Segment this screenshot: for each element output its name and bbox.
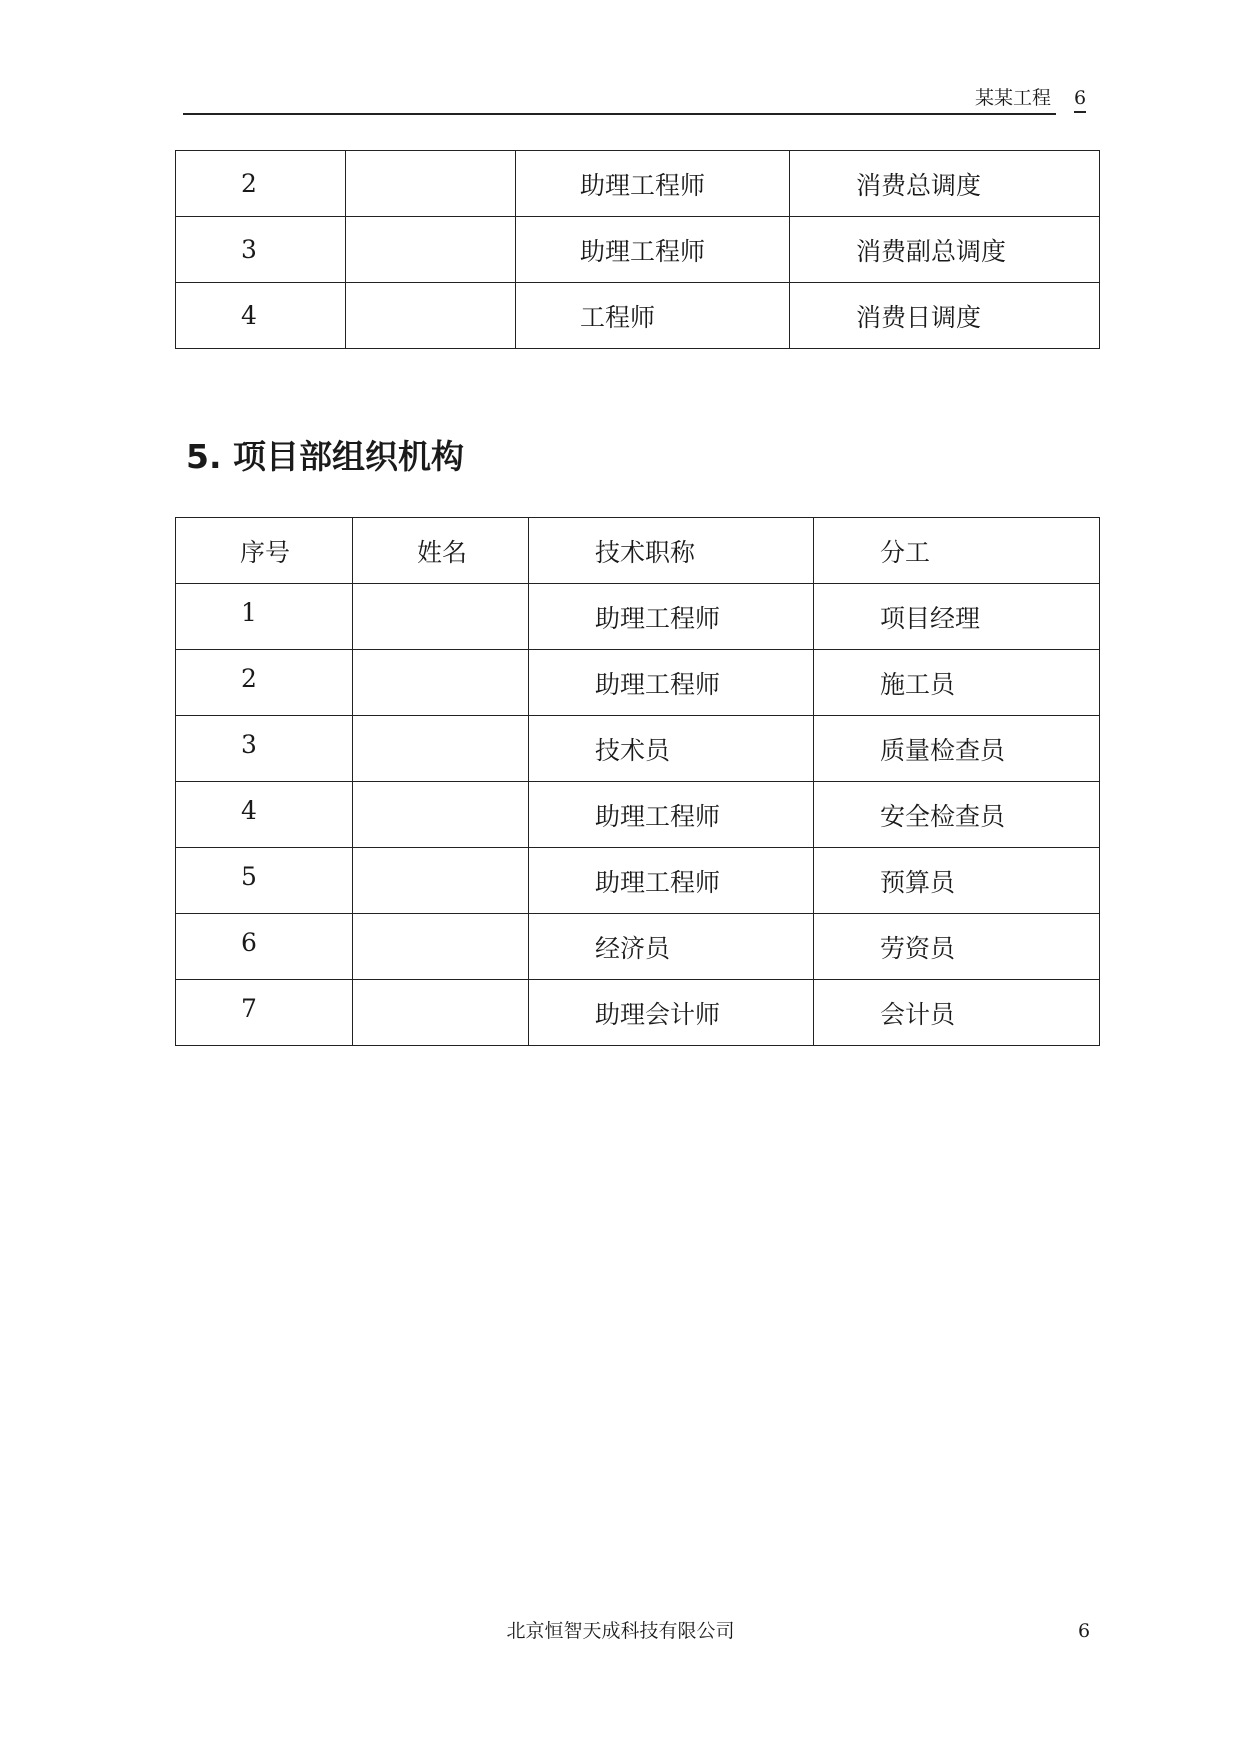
cell-no: 3: [176, 716, 353, 782]
header-title: 某某工程: [975, 87, 1052, 109]
cell-name: [353, 914, 529, 980]
project-organization-table: [175, 517, 1100, 1046]
cell-name: [346, 283, 516, 349]
cell-name: [353, 584, 529, 650]
cell-role: 项目经理: [814, 584, 1100, 650]
cell-title: 助理工程师: [529, 584, 814, 650]
cell-name: [353, 848, 529, 914]
cell-role: 质量检查员: [814, 716, 1100, 782]
table-row: [176, 584, 1100, 650]
footer-company: 北京恒智天成科技有限公司: [506, 1620, 735, 1642]
cell-name: [353, 716, 529, 782]
cell-name: [346, 151, 516, 217]
cell-role: 消费日调度: [790, 283, 1100, 349]
cell-role: 会计员: [814, 980, 1100, 1046]
header-no: 序号: [176, 518, 353, 584]
cell-name: [353, 980, 529, 1046]
section-title: 5. 项目部组织机构: [186, 437, 464, 476]
cell-role: 预算员: [814, 848, 1100, 914]
cell-no: 3: [176, 217, 346, 283]
cell-role: 安全检查员: [814, 782, 1100, 848]
cell-title: 助理工程师: [516, 151, 790, 217]
table-row: [176, 782, 1100, 848]
table-row: [176, 151, 1100, 217]
cell-name: [353, 782, 529, 848]
table-header-row: [176, 518, 1100, 584]
header-name: 姓名: [353, 518, 529, 584]
cell-no: 5: [176, 848, 353, 914]
table-row: [176, 716, 1100, 782]
table-row: [176, 217, 1100, 283]
cell-no: 2: [176, 650, 353, 716]
header-title: 技术职称: [529, 518, 814, 584]
cell-no: 4: [176, 782, 353, 848]
cell-role: 施工员: [814, 650, 1100, 716]
table-row: [176, 283, 1100, 349]
cell-title: 助理工程师: [529, 782, 814, 848]
cell-role: 劳资员: [814, 914, 1100, 980]
cell-title: 助理工程师: [516, 217, 790, 283]
cell-name: [346, 217, 516, 283]
header-role: 分工: [814, 518, 1100, 584]
table-row: [176, 914, 1100, 980]
cell-name: [353, 650, 529, 716]
table-row: [176, 650, 1100, 716]
cell-title: 助理工程师: [529, 650, 814, 716]
cell-no: 6: [176, 914, 353, 980]
staff-table-continued: [175, 150, 1100, 349]
cell-title: 经济员: [529, 914, 814, 980]
footer-page-number: 6: [1078, 1620, 1091, 1642]
table-row: [176, 848, 1100, 914]
cell-no: 2: [176, 151, 346, 217]
cell-title: 助理工程师: [529, 848, 814, 914]
cell-no: 1: [176, 584, 353, 650]
cell-title: 工程师: [516, 283, 790, 349]
header-rule: [183, 113, 1056, 115]
cell-title: 助理会计师: [529, 980, 814, 1046]
cell-role: 消费副总调度: [790, 217, 1100, 283]
header-page-number: 6: [1074, 86, 1086, 113]
cell-title: 技术员: [529, 716, 814, 782]
cell-role: 消费总调度: [790, 151, 1100, 217]
cell-no: 4: [176, 283, 346, 349]
table-row: [176, 980, 1100, 1046]
cell-no: 7: [176, 980, 353, 1046]
